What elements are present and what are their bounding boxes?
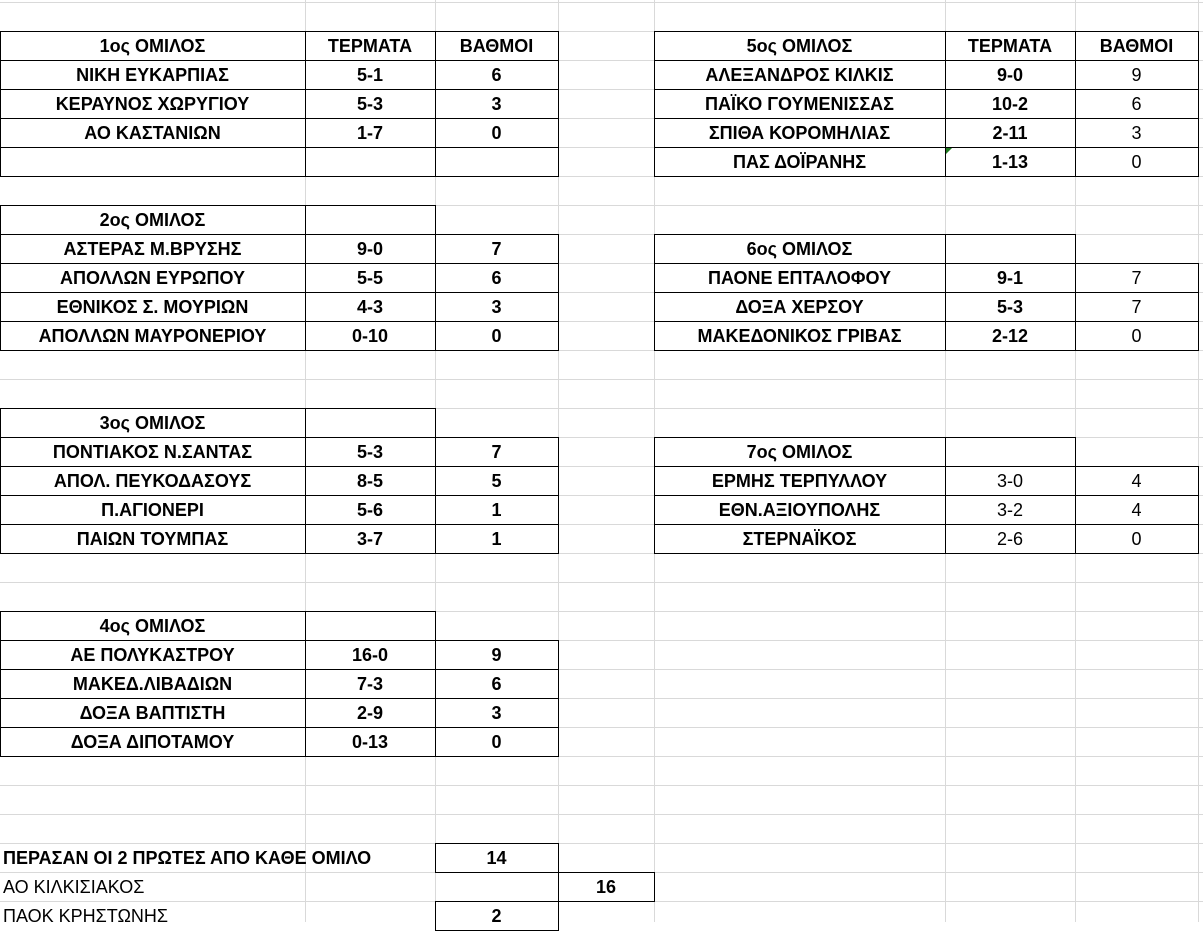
team-name-cell[interactable]: ΑΠΟΛΛΩΝ ΕΥΡΩΠΟΥ [60,267,245,288]
points-cell[interactable]: 4 [1131,470,1142,491]
goals-cell[interactable]: 5-3 [996,296,1023,317]
gridline-horizontal [0,582,1203,583]
points-cell[interactable]: 7 [491,441,502,462]
points-cell[interactable] [435,147,558,176]
team-name-cell[interactable]: ΠΑΪΚΟ ΓΟΥΜΕΝΙΣΣΑΣ [705,93,894,114]
points-cell[interactable]: 3 [491,702,502,723]
team-name-cell[interactable]: ΔΟΞΑ ΒΑΠΤΙΣΤΗ [79,702,226,723]
team-name-cell[interactable]: ΔΟΞΑ ΔΙΠΟΤΑΜΟΥ [70,731,235,752]
team-name-cell[interactable]: ΚΕΡΑΥΝΟΣ ΧΩΡΥΓΙΟΥ [55,93,250,114]
team-name-cell[interactable]: ΑΠΟΛΛΩΝ ΜΑΥΡΟΝΕΡΙΟΥ [38,325,267,346]
team-name-cell[interactable]: ΕΘΝΙΚΟΣ Σ. ΜΟΥΡΙΩΝ [56,296,249,317]
team-name-cell[interactable]: ΑΟ ΚΑΣΤΑΝΙΩΝ [84,122,221,143]
team-name-cell[interactable]: ΠΟΝΤΙΑΚΟΣ Ν.ΣΑΝΤΑΣ [52,441,253,462]
team-name-cell[interactable]: ΑΕ ΠΟΛΥΚΑΣΤΡΟΥ [70,644,235,665]
points-cell[interactable]: 0 [1131,325,1142,346]
group-title[interactable]: 1ος ΟΜΙΛΟΣ [99,35,206,56]
team-name-cell[interactable]: ΣΠΙΘΑ ΚΟΡΟΜΗΛΙΑΣ [708,122,891,143]
gridline-vertical [1198,0,1199,922]
goals-cell[interactable]: 3-0 [996,470,1023,491]
team-name-cell[interactable]: ΣΤΕΡΝΑΪΚΟΣ [742,528,857,549]
goals-cell[interactable]: 9-0 [356,238,383,259]
gridline-horizontal [0,379,1203,380]
column-header-goals[interactable]: ΤΕΡΜΑΤΑ [327,35,413,56]
goals-cell[interactable] [305,147,435,176]
goals-cell[interactable]: 0-13 [351,731,389,752]
goals-cell[interactable]: 5-5 [356,267,383,288]
column-header-points[interactable]: ΒΑΘΜΟΙ [459,35,534,56]
goals-cell[interactable]: 16-0 [351,644,389,665]
column-header-points[interactable]: ΒΑΘΜΟΙ [1099,35,1174,56]
goals-cell[interactable]: 9-1 [996,267,1023,288]
points-cell[interactable]: 5 [491,470,502,491]
group-title-border [305,611,436,641]
points-cell[interactable]: 7 [1131,267,1142,288]
goals-cell[interactable]: 8-5 [356,470,383,491]
gridline-horizontal [0,176,1203,177]
team-name-cell[interactable]: ΑΛΕΞΑΝΔΡΟΣ ΚΙΛΚΙΣ [705,64,894,85]
gridline-vertical [558,0,559,922]
gridline-horizontal [0,814,1203,815]
team-name-cell[interactable]: ΑΠΟΛ. ΠΕΥΚΟΔΑΣΟΥΣ [53,470,252,491]
points-cell[interactable]: 7 [491,238,502,259]
team-name-cell[interactable]: ΠΑΟΝΕ ΕΠΤΑΛΟΦΟΥ [708,267,891,288]
team-name-cell[interactable]: ΕΡΜΗΣ ΤΕΡΠΥΛΛΟΥ [711,470,888,491]
goals-cell[interactable]: 1-7 [356,122,383,143]
goals-cell[interactable]: 3-7 [356,528,383,549]
qualified-value[interactable]: 14 [486,847,507,868]
goals-cell[interactable]: 2-9 [356,702,383,723]
gridline-horizontal [0,553,1203,554]
team-name-cell[interactable]: ΑΣΤΕΡΑΣ Μ.ΒΡΥΣΗΣ [63,238,242,259]
gridline-horizontal [0,785,1203,786]
team-name-cell[interactable]: ΔΟΞΑ ΧΕΡΣΟΥ [735,296,864,317]
column-header-goals[interactable]: ΤΕΡΜΑΤΑ [967,35,1053,56]
goals-cell[interactable]: 7-3 [356,673,383,694]
goals-cell[interactable]: 2-11 [992,122,1028,143]
cell-error-indicator-icon [946,148,952,154]
goals-cell[interactable]: 5-3 [356,93,383,114]
team-name-cell[interactable]: Π.ΑΓΙΟΝΕΡΙ [101,499,204,520]
goals-cell[interactable]: 10-2 [991,93,1029,114]
group-title-border [305,205,436,235]
points-cell[interactable]: 4 [1131,499,1142,520]
goals-cell[interactable]: 3-2 [996,499,1023,520]
points-cell[interactable]: 6 [491,673,502,694]
team-name-cell[interactable] [0,147,305,176]
points-cell[interactable]: 3 [491,296,502,317]
qualified-label[interactable]: ΠΕΡΑΣΑΝ ΟΙ 2 ΠΡΩΤΕΣ ΑΠΟ ΚΑΘΕ ΟΜΙΛΟ [3,847,372,868]
points-cell[interactable]: 9 [1131,64,1142,85]
goals-cell[interactable]: 0-10 [351,325,389,346]
total-value[interactable]: 16 [595,876,617,897]
points-cell[interactable]: 6 [1131,93,1142,114]
group-title[interactable]: 4ος ΟΜΙΛΟΣ [99,615,206,636]
goals-cell[interactable]: 5-6 [356,499,383,520]
group-title[interactable]: 2ος ΟΜΙΛΟΣ [99,209,206,230]
goals-cell[interactable]: 9-0 [996,64,1023,85]
points-cell[interactable]: 3 [491,93,502,114]
paok-label[interactable]: ΠΑΟΚ ΚΡΗΣΤΩΝΗΣ [3,905,169,926]
team-name-cell[interactable]: ΕΘΝ.ΑΞΙΟΥΠΟΛΗΣ [718,499,881,520]
group-title[interactable]: 3ος ΟΜΙΛΟΣ [99,412,206,433]
gridline-horizontal [0,756,1203,757]
team-name-cell[interactable]: ΠΑΙΩΝ ΤΟΥΜΠΑΣ [76,528,229,549]
points-cell[interactable]: 0 [1131,151,1142,172]
goals-cell[interactable]: 2-6 [996,528,1023,549]
group-title[interactable]: 7ος ΟΜΙΛΟΣ [746,441,853,462]
group-title[interactable]: 6ος ΟΜΙΛΟΣ [746,238,853,259]
points-cell[interactable]: 0 [491,122,502,143]
points-cell[interactable]: 0 [491,731,502,752]
gridline-horizontal [0,350,1203,351]
points-cell[interactable]: 1 [491,528,502,549]
group-title-border [945,437,1076,467]
goals-cell[interactable]: 4-3 [356,296,383,317]
points-cell[interactable]: 9 [491,644,502,665]
points-cell[interactable]: 7 [1131,296,1142,317]
group-title-border [945,234,1076,264]
goals-cell[interactable]: 2-12 [991,325,1029,346]
goals-cell[interactable]: 1-13 [991,151,1029,172]
kilkisiakos-label[interactable]: ΑΟ ΚΙΛΚΙΣΙΑΚΟΣ [3,876,145,897]
points-cell[interactable]: 1 [491,499,502,520]
goals-cell[interactable]: 5-1 [356,64,383,85]
group-title[interactable]: 5ος ΟΜΙΛΟΣ [746,35,853,56]
team-name-cell[interactable]: ΜΑΚΕΔΟΝΙΚΟΣ ΓΡΙΒΑΣ [697,325,902,346]
points-cell[interactable]: 3 [1131,122,1142,143]
goals-cell[interactable]: 5-3 [356,441,383,462]
gridline-horizontal [0,2,1203,3]
points-cell[interactable]: 0 [1131,528,1142,549]
points-cell[interactable]: 6 [491,64,502,85]
points-cell[interactable]: 6 [491,267,502,288]
team-name-cell[interactable]: ΠΑΣ ΔΟΪΡΑΝΗΣ [732,151,867,172]
paok-value[interactable]: 2 [491,905,502,926]
team-name-cell[interactable]: ΜΑΚΕΔ.ΛΙΒΑΔΙΩΝ [72,673,233,694]
team-name-cell[interactable]: ΝΙΚΗ ΕΥΚΑΡΠΙΑΣ [76,64,229,85]
group-title-border [305,408,436,438]
points-cell[interactable]: 0 [491,325,502,346]
